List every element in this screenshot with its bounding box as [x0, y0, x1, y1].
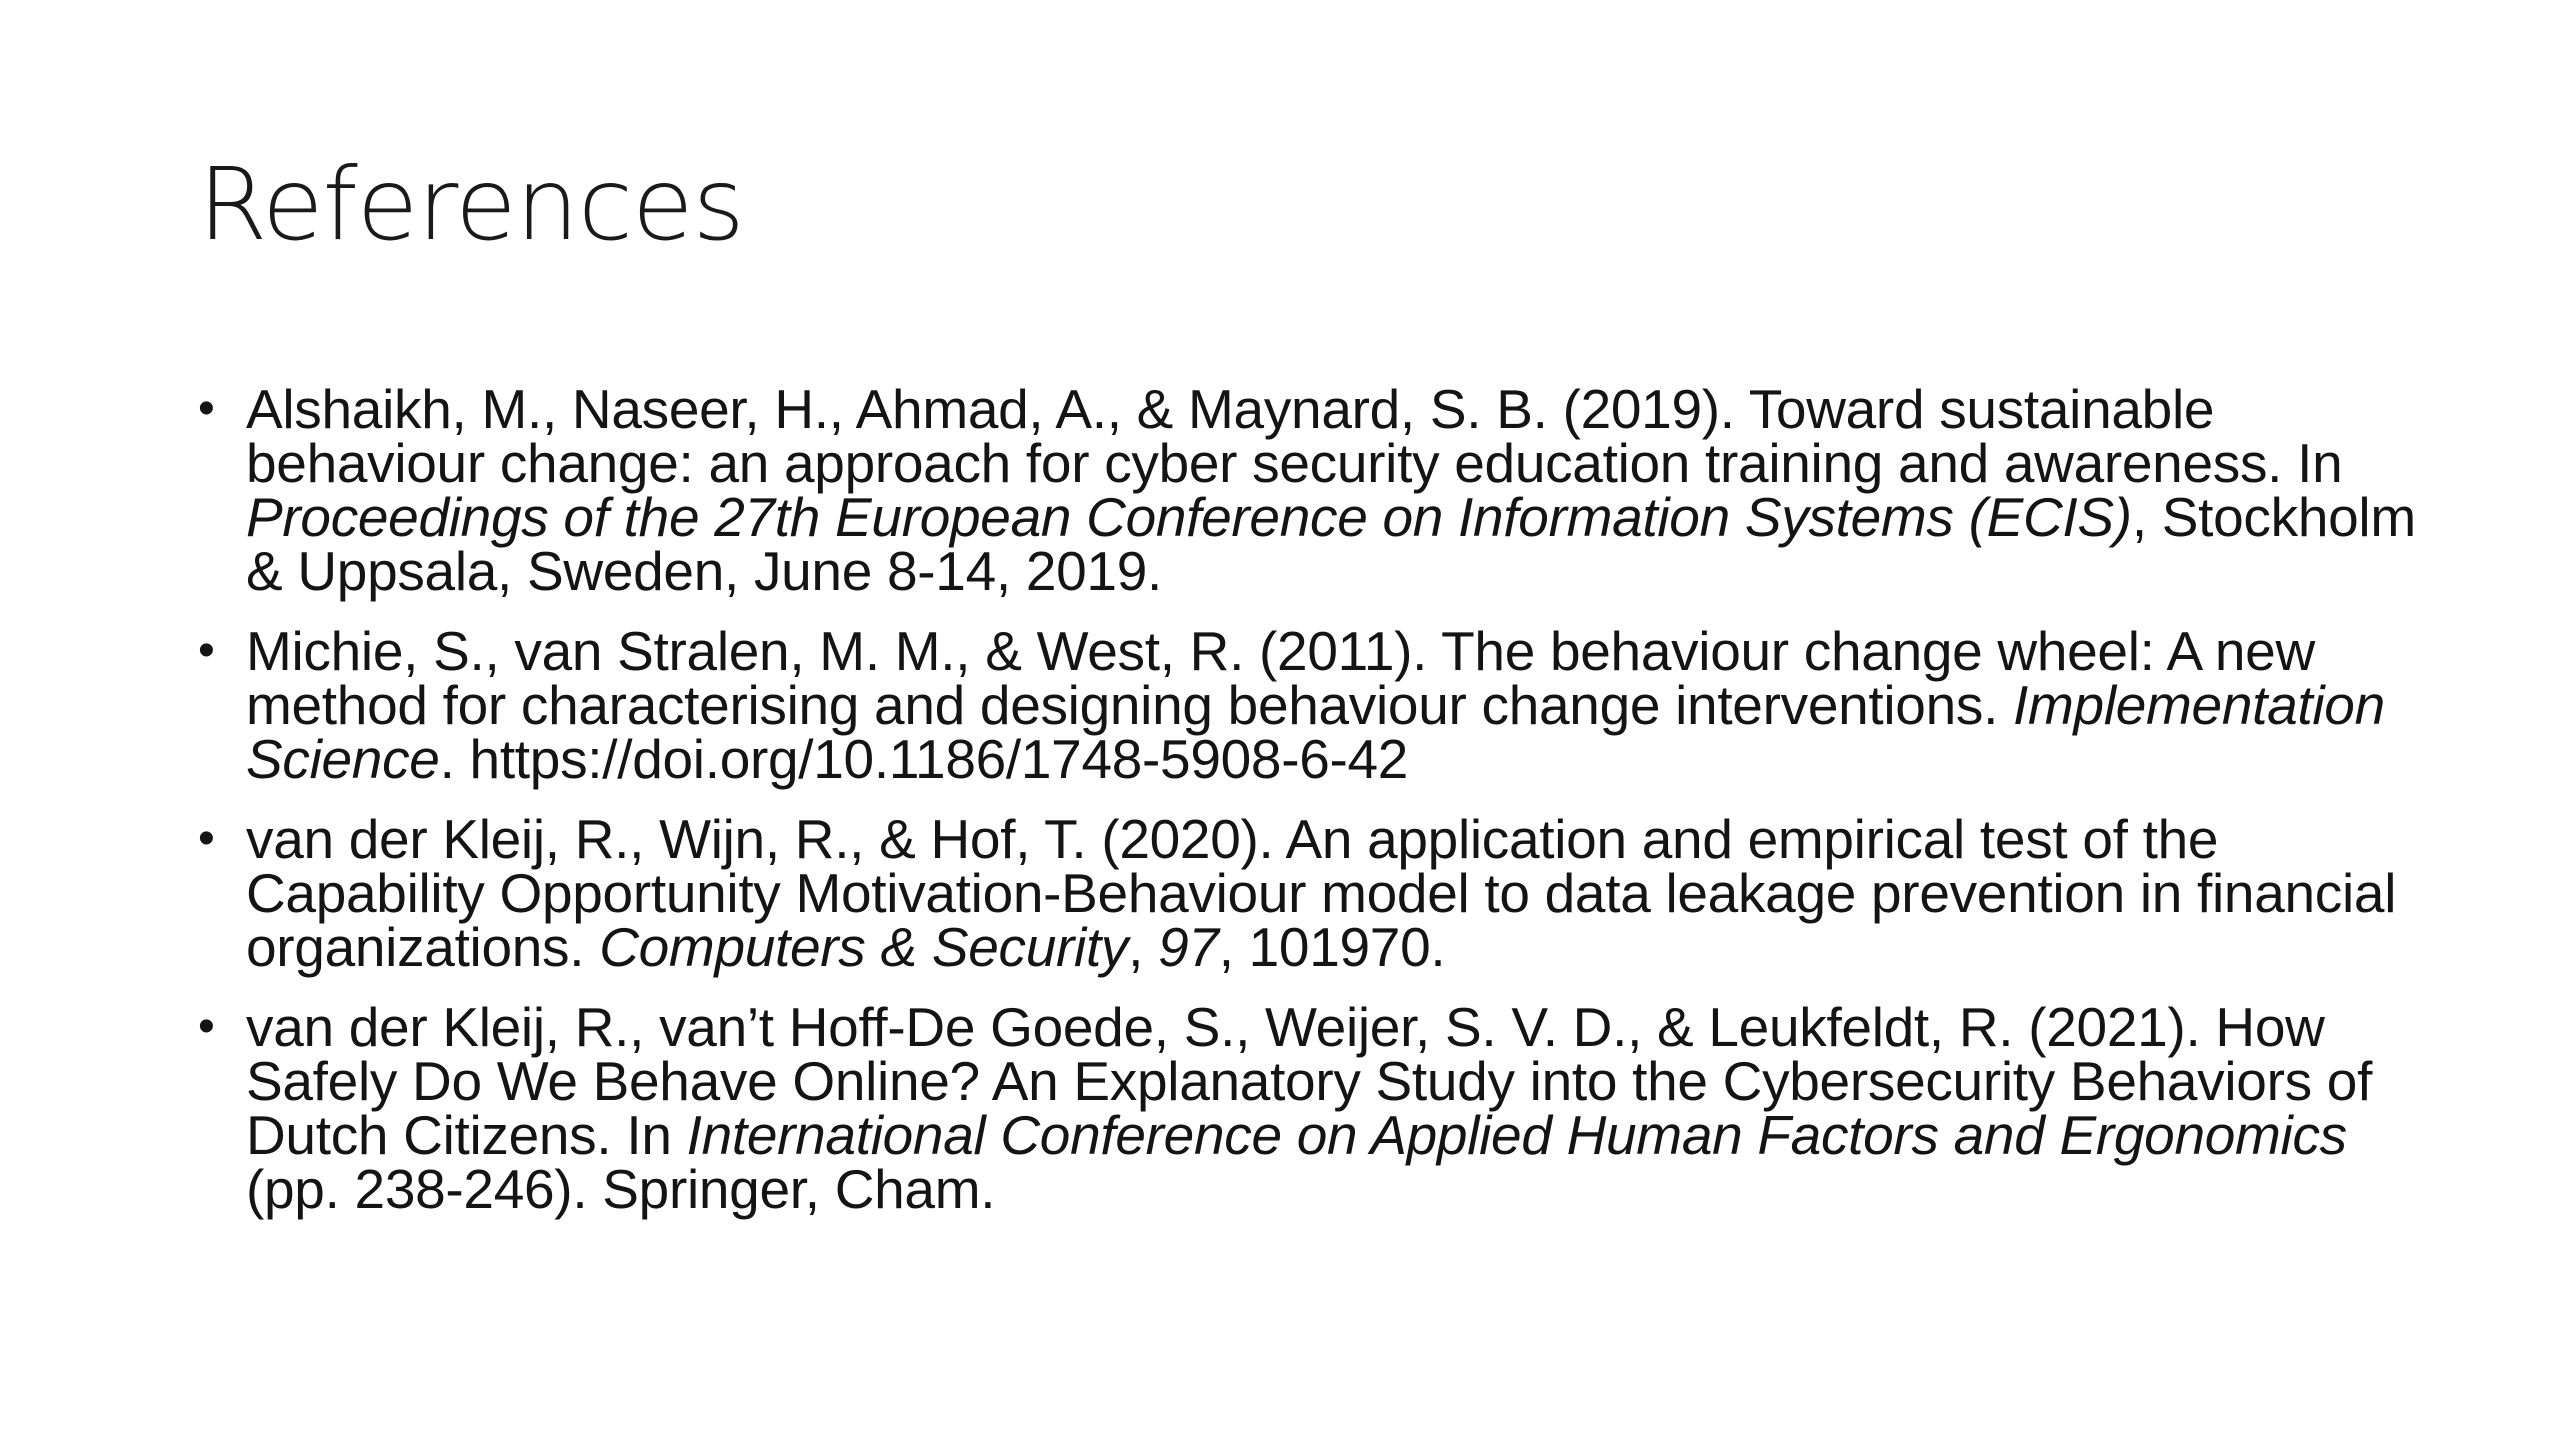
reference-item-2: [198, 620, 2438, 790]
slide-title: References: [198, 146, 744, 263]
reference-item-1: [198, 378, 2438, 602]
reference-text-end: (pp. 238-246). Springer, Cham.: [246, 1158, 996, 1220]
reference-venue: International Conference on Applied Human Factors and Ergonomics: [686, 1104, 2347, 1166]
reference-item-4: [198, 996, 2438, 1220]
reference-text-end: . https://doi.org/10.1186/1748-5908-6-42: [439, 728, 1409, 790]
bullet-icon: •: [198, 624, 215, 677]
bullet-icon: •: [198, 382, 215, 435]
reference-text-end: , Stockholm & Uppsala, Sweden, June 8-14, 2019.: [246, 486, 2416, 602]
reference-venue: Computers & Security: [599, 916, 1129, 978]
reference-item-3: [198, 808, 2438, 978]
reference-text: Michie, S., van Stralen, M. M., & West, R. (2011). The behaviour change wheel: A new method for characterising and designing behaviour change interventions.: [246, 620, 2315, 736]
reference-venue: Implementation Science: [246, 674, 2385, 790]
reference-venue: Proceedings of the 27th European Conference on Information Systems (ECIS): [246, 486, 2132, 548]
reference-text: Alshaikh, M., Naseer, H., Ahmad, A., & Maynard, S. B. (2019). Toward sustainable behaviour change: an approach for cyber security education training and awareness. In: [246, 378, 2343, 494]
reference-volume: 97: [1158, 916, 1219, 978]
bullet-icon: •: [198, 812, 215, 865]
reference-list: [198, 378, 2438, 1242]
reference-text-end: , 101970.: [1218, 916, 1446, 978]
reference-separator: ,: [1128, 916, 1159, 978]
reference-text: van der Kleij, R., van’t Hoff-De Goede, S., Weijer, S. V. D., & Leukfeldt, R. (2021). How Safely Do We Behave Online? An Explanatory Study into the Cybersecurity Behaviors of Dutch Citizens. In: [246, 996, 2373, 1166]
reference-text: van der Kleij, R., Wijn, R., & Hof, T. (2020). An application and empirical test of the Capability Opportunity Motivation-Behaviour model to data leakage prevention in financial organizations.: [246, 808, 2397, 978]
bullet-icon: •: [198, 1000, 215, 1053]
